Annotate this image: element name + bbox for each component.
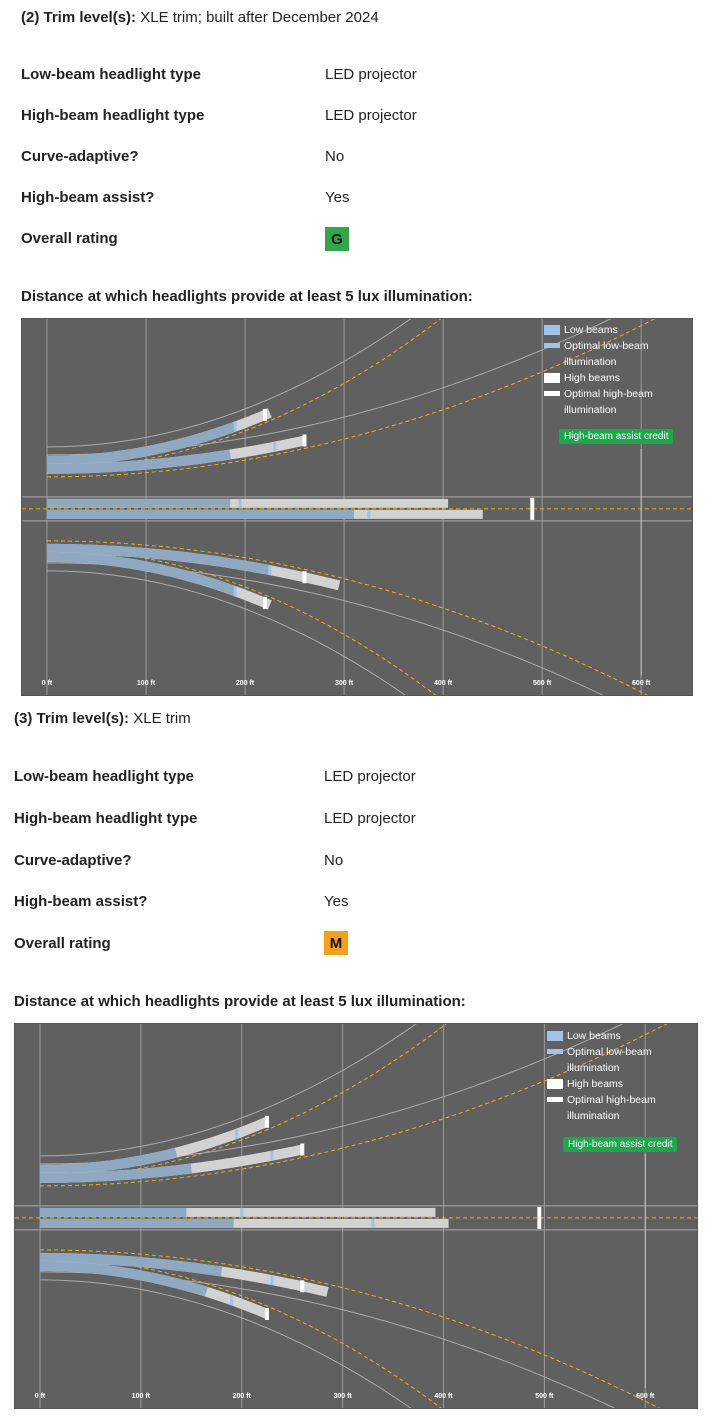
legend-label-optimal-high: Optimal high-beam illumination bbox=[564, 388, 653, 416]
spec-value-curve-adaptive: No bbox=[324, 852, 344, 869]
road-edge bbox=[47, 571, 691, 695]
legend-label-low-beams: Low beams bbox=[564, 324, 618, 336]
optimal-low-marker bbox=[235, 1129, 238, 1139]
spec-label-high-beam-assist: High-beam assist? bbox=[21, 189, 155, 206]
optimal-low-marker bbox=[234, 586, 237, 596]
legend-swatch-optimal-low bbox=[544, 343, 560, 348]
chart-title: Distance at which headlights provide at least 5 lux illumination: bbox=[21, 288, 473, 305]
optimal-low-marker bbox=[268, 565, 271, 575]
trim-heading bbox=[14, 710, 191, 727]
legend-optimal-low bbox=[544, 338, 656, 370]
x-tick-label: 100 ft bbox=[131, 1393, 151, 1400]
low-beam-bar bbox=[47, 499, 230, 508]
legend-label-high-beams: High beams bbox=[567, 1078, 624, 1090]
spec-label-curve-adaptive: Curve-adaptive? bbox=[21, 148, 139, 165]
road-edge bbox=[40, 1280, 696, 1408]
legend-swatch-optimal-low bbox=[547, 1049, 563, 1054]
trim-label: (2) Trim level(s): bbox=[21, 9, 137, 26]
optimal-low-marker bbox=[371, 1219, 374, 1228]
low-beam-bar bbox=[40, 1208, 186, 1217]
optimal-low-marker bbox=[230, 1295, 233, 1305]
optimal-low-marker bbox=[240, 1208, 243, 1217]
road-edge bbox=[47, 563, 691, 695]
low-beam-bar bbox=[40, 1219, 234, 1228]
spec-value-high-beam: LED projector bbox=[325, 107, 417, 124]
x-tick-label: 200 ft bbox=[232, 1393, 251, 1400]
optimal-high-marker bbox=[265, 1308, 269, 1320]
legend-optimal-low bbox=[547, 1044, 659, 1076]
hba-credit-badge: High-beam assist credit bbox=[563, 1137, 677, 1152]
x-tick-label: 0 ft bbox=[34, 1393, 46, 1400]
legend-swatch-low bbox=[547, 1031, 563, 1041]
trim-label: (3) Trim level(s): bbox=[14, 710, 130, 727]
x-tick-label: 200 ft bbox=[235, 680, 255, 687]
x-tick-label: 600 ft bbox=[636, 1393, 655, 1400]
x-tick-label: 300 ft bbox=[333, 1393, 352, 1400]
rating-badge: M bbox=[324, 931, 348, 955]
chart-legend bbox=[547, 1028, 659, 1124]
spec-label-low-beam: Low-beam headlight type bbox=[21, 66, 202, 83]
lane-line bbox=[40, 1258, 696, 1408]
chart-legend bbox=[544, 322, 656, 418]
legend-swatch-high bbox=[544, 373, 560, 383]
legend-optimal-high bbox=[547, 1092, 659, 1124]
legend-label-low-beams: Low beams bbox=[567, 1030, 621, 1042]
optimal-high-marker bbox=[300, 1280, 304, 1292]
trim-value: XLE trim; built after December 2024 bbox=[140, 9, 379, 26]
optimal-high-marker bbox=[263, 409, 267, 421]
road-edge bbox=[40, 1272, 696, 1408]
headlight-chart bbox=[21, 318, 693, 696]
legend-swatch-optimal-high bbox=[544, 391, 560, 396]
overall-rating-label: Overall rating bbox=[21, 230, 118, 247]
low-beam-bar bbox=[47, 510, 354, 519]
optimal-high-marker bbox=[263, 597, 267, 609]
optimal-high-marker bbox=[530, 498, 534, 520]
spec-value-low-beam: LED projector bbox=[324, 768, 416, 785]
spec-value-high-beam-assist: Yes bbox=[324, 893, 349, 910]
legend-label-optimal-high: Optimal high-beam illumination bbox=[567, 1094, 656, 1122]
headlight-chart bbox=[14, 1023, 698, 1409]
spec-label-high-beam: High-beam headlight type bbox=[21, 107, 205, 124]
optimal-low-marker bbox=[234, 422, 237, 432]
spec-label-high-beam: High-beam headlight type bbox=[14, 810, 198, 827]
trim-heading bbox=[21, 9, 379, 26]
x-tick-label: 100 ft bbox=[136, 680, 156, 687]
spec-value-high-beam-assist: Yes bbox=[325, 189, 350, 206]
optimal-low-marker bbox=[271, 1275, 274, 1285]
x-tick-label: 0 ft bbox=[41, 680, 53, 687]
legend-low-beams bbox=[544, 322, 656, 338]
optimal-high-marker bbox=[300, 1144, 304, 1156]
x-tick-label: 400 ft bbox=[434, 1393, 453, 1400]
legend-optimal-high bbox=[544, 386, 656, 418]
spec-label-high-beam-assist: High-beam assist? bbox=[14, 893, 148, 910]
spec-value-low-beam: LED projector bbox=[325, 66, 417, 83]
legend-label-high-beams: High beams bbox=[564, 372, 621, 384]
optimal-low-marker bbox=[367, 510, 370, 519]
legend-label-optimal-low: Optimal low-beam illumination bbox=[564, 340, 649, 368]
overall-rating-label: Overall rating bbox=[14, 935, 111, 952]
spec-value-curve-adaptive: No bbox=[325, 148, 345, 165]
optimal-high-marker bbox=[302, 571, 306, 583]
optimal-high-marker bbox=[537, 1207, 541, 1229]
legend-swatch-optimal-high bbox=[547, 1097, 563, 1102]
legend-label-optimal-low: Optimal low-beam illumination bbox=[567, 1046, 652, 1074]
trim-value: XLE trim bbox=[133, 710, 191, 727]
chart-title: Distance at which headlights provide at least 5 lux illumination: bbox=[14, 993, 466, 1010]
x-tick-label: 500 ft bbox=[533, 680, 552, 687]
optimal-high-marker bbox=[265, 1116, 269, 1128]
legend-swatch-low bbox=[544, 325, 560, 335]
legend-low-beams bbox=[547, 1028, 659, 1044]
spec-label-curve-adaptive: Curve-adaptive? bbox=[14, 852, 132, 869]
optimal-low-marker bbox=[273, 442, 276, 452]
optimal-high-marker bbox=[302, 434, 306, 446]
optimal-low-marker bbox=[239, 499, 242, 508]
legend-swatch-high bbox=[547, 1079, 563, 1089]
x-tick-label: 600 ft bbox=[632, 680, 651, 687]
legend-high-beams bbox=[547, 1076, 659, 1092]
x-tick-label: 500 ft bbox=[535, 1393, 554, 1400]
legend-high-beams bbox=[544, 370, 656, 386]
optimal-low-marker bbox=[271, 1151, 274, 1161]
hba-credit-badge: High-beam assist credit bbox=[559, 429, 673, 444]
x-tick-label: 400 ft bbox=[433, 680, 453, 687]
spec-value-high-beam: LED projector bbox=[324, 810, 416, 827]
spec-label-low-beam: Low-beam headlight type bbox=[14, 768, 195, 785]
x-tick-label: 300 ft bbox=[334, 680, 354, 687]
rating-badge: G bbox=[325, 227, 349, 251]
